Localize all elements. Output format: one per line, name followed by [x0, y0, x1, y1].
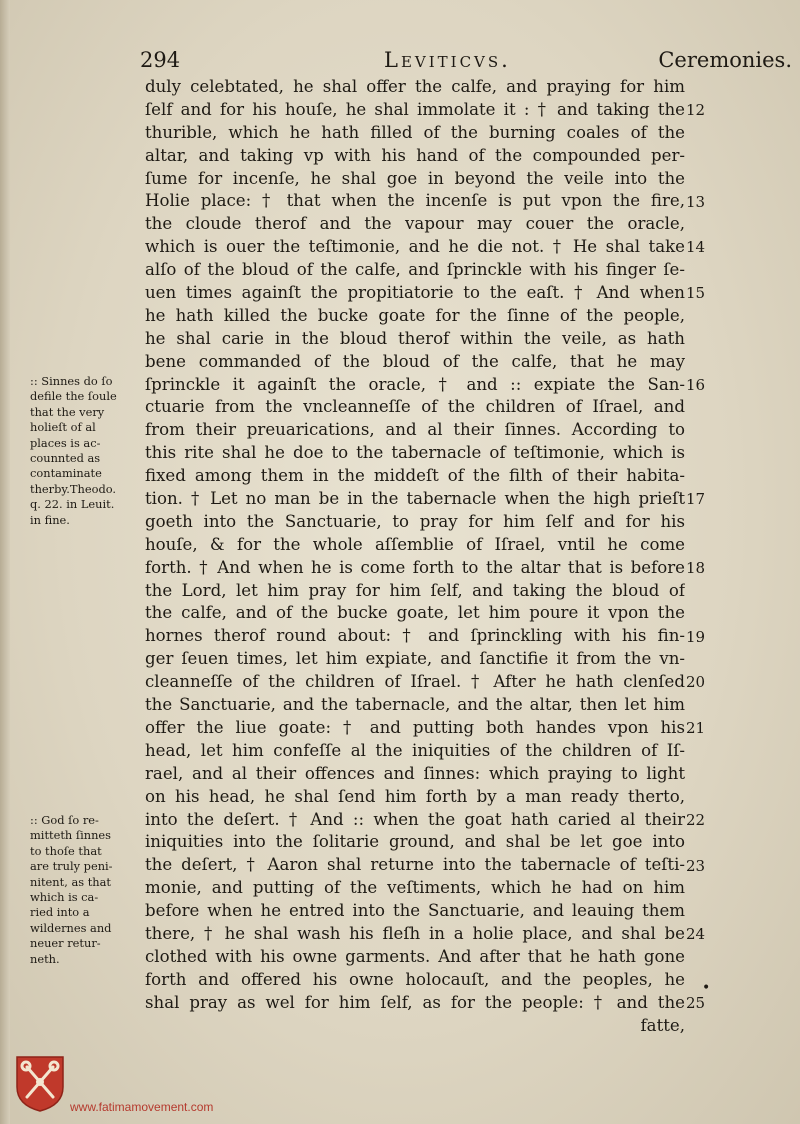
text-line: there, † he shal wash his fleſh in a holie place, and shal be [145, 923, 685, 943]
margin-note-line: are truly peni- [30, 859, 113, 874]
page-header [0, 48, 800, 78]
text-line: ſprinckle it againſt the oracle, † and :: expiate the San- [145, 374, 685, 394]
text-line: houſe, & for the whole aſſemblie of Iſrael, vntil he come [145, 534, 685, 554]
text-line: altar, and taking vp with his hand of the compounded per- [145, 145, 685, 165]
text-line: the Lord, let him pray for him ſelf, and taking the bloud of [145, 580, 685, 600]
page-number: 294 [140, 48, 181, 72]
text-line: monie, and putting of the veſtiments, which he had on him [145, 878, 685, 898]
text-line: offer the liue goate: † and putting both handes vpon his [145, 717, 685, 737]
text-line: duly celebtated, he shal offer the calfe, and praying for him [145, 77, 685, 96]
verse-number: 19 [686, 627, 706, 646]
margin-note-line: mitteth ſinnes [30, 828, 111, 843]
text-line: ſelf and for his houſe, he shal immolate it : † and taking the [145, 99, 685, 119]
footer-url[interactable]: www.fatimamovement.com [70, 1100, 214, 1114]
margin-note-line: which is ca- [30, 889, 99, 904]
text-line: goeth into the Sanctuarie, to pray for him ſelf and for his [145, 511, 685, 531]
text-line: head, let him confeſſe al the iniquities of the children of Iſ- [145, 740, 685, 760]
text-line: the Sanctuarie, and the tabernacle, and the altar, then let him [145, 695, 685, 715]
page-edge [0, 0, 10, 1124]
text-line: on his head, he shal ſend him forth by a man ready therto, [145, 786, 685, 806]
text-line: thurible, which he hath filled of the burning coales of the [145, 122, 685, 142]
verse-number: 20 [686, 673, 706, 692]
text-line: into the deſert. † And :: when the goat hath caried al their [145, 809, 685, 829]
verse-number: 23 [686, 856, 706, 875]
margin-note-line: contaminate [30, 466, 102, 481]
text-line: bene commanded of the bloud of the calfe, that he may [145, 351, 685, 371]
text-line: which is ouer the teſtimonie, and he die not. † He shal take [145, 237, 685, 257]
section-title: Ceremonies. [658, 48, 792, 72]
margin-note-line: :: God ſo re- [30, 813, 99, 827]
text-line: the calfe, and of the bucke goate, let him poure it vpon the [145, 603, 685, 623]
text-line: hornes therof round about: † and ſprinckling with his fin- [145, 626, 685, 646]
margin-note-line: to thoſe that [30, 843, 102, 858]
text-line: clothed with his owne garments. And after that he hath gone [145, 946, 685, 966]
verse-number: 22 [686, 810, 706, 829]
margin-note-line: therby.Theodo. [30, 481, 117, 496]
text-line: shal pray as wel for him ſelf, as for the people: † and the [145, 992, 685, 1012]
text-line: cleanneſſe of the children of Iſrael. † After he hath clenſed [145, 672, 685, 692]
margin-note-line: holieſt of al [30, 420, 96, 435]
text-line: iniquities into the ſolitarie ground, and shal be let goe into [145, 832, 685, 852]
text-line: fixed among them in the middeſt of the filth of their habita- [145, 466, 685, 486]
running-title: Leviticvs. [384, 48, 511, 72]
margin-note-line: wildernes and [30, 920, 112, 935]
margin-note-line: counnted as [30, 450, 101, 465]
margin-mark: • [702, 980, 711, 996]
text-line: forth and offered his owne holocauſt, and the peoples, he [145, 969, 685, 989]
text-line: uen times againſt the propitiatorie to the eaſt. † And when [145, 283, 685, 303]
text-line: the deſert, † Aaron shal returne into the tabernacle of teſti- [145, 855, 685, 875]
text-line: ger ſeuen times, let him expiate, and ſanctifie it from the vn- [145, 649, 685, 669]
margin-note-line: places is ac- [30, 435, 101, 450]
text-line: alſo of the bloud of the calfe, and ſprinckle with his finger ſe- [145, 260, 685, 280]
margin-note-line: defile the ſoule [30, 389, 117, 404]
text-line: rael, and al their offences and ſinnes: which praying to light [145, 763, 685, 783]
margin-note-line: in fine. [30, 512, 70, 527]
text-line: the cloude therof and the vapour may couer the oracle, [145, 214, 685, 234]
verse-number: 15 [686, 284, 706, 303]
text-line: before when he entred into the Sanctuarie, and leauing them [145, 901, 685, 921]
verse-number: 25 [686, 994, 706, 1012]
text-line: ſume for incenſe, he shal goe in beyond the veile into the [145, 168, 685, 188]
papal-keys-emblem-icon [13, 1053, 67, 1113]
verse-number: 16 [686, 375, 706, 394]
text-line: tion. † Let no man be in the tabernacle when the high prieſt [145, 489, 685, 509]
text-line: from their preuarications, and al their ſinnes. According to [145, 420, 685, 440]
verse-number: 14 [686, 238, 706, 257]
text-line: forth. † And when he is come forth to the altar that is before [145, 557, 685, 577]
margin-note-sinnes [30, 374, 146, 528]
verse-number: 17 [686, 490, 706, 509]
verse-number: 21 [686, 719, 706, 738]
verse-number: 24 [686, 925, 706, 944]
margin-note-god-remitteth [30, 813, 146, 967]
margin-note-line: that the very [30, 404, 105, 419]
margin-note-line: neuer retur- [30, 936, 101, 951]
text-line: he hath killed the bucke goate for the ſinne of the people, [145, 305, 685, 325]
text-line: ctuarie from the vncleanneſſe of the children of Iſrael, and [145, 397, 685, 417]
verse-number: 13 [686, 192, 706, 211]
body-text [145, 76, 685, 1037]
margin-note-line: q. 22. in Leuit. [30, 497, 115, 512]
text-line: this rite shal he doe to the tabernacle of teſtimonie, which is [145, 443, 685, 463]
text-line: he shal carie in the bloud therof within the veile, as hath [145, 328, 685, 348]
text-line: Holie place: † that when the incenſe is put vpon the fire, [145, 191, 685, 211]
margin-note-line: nitent, as that [30, 874, 111, 889]
margin-note-line: :: Sinnes do ſo [30, 374, 113, 388]
text-line: fatte, [640, 1015, 685, 1035]
margin-note-line: neth. [30, 951, 60, 966]
verse-number: 12 [686, 100, 706, 119]
margin-note-line: ried into a [30, 905, 90, 920]
verse-number: 18 [686, 558, 706, 577]
